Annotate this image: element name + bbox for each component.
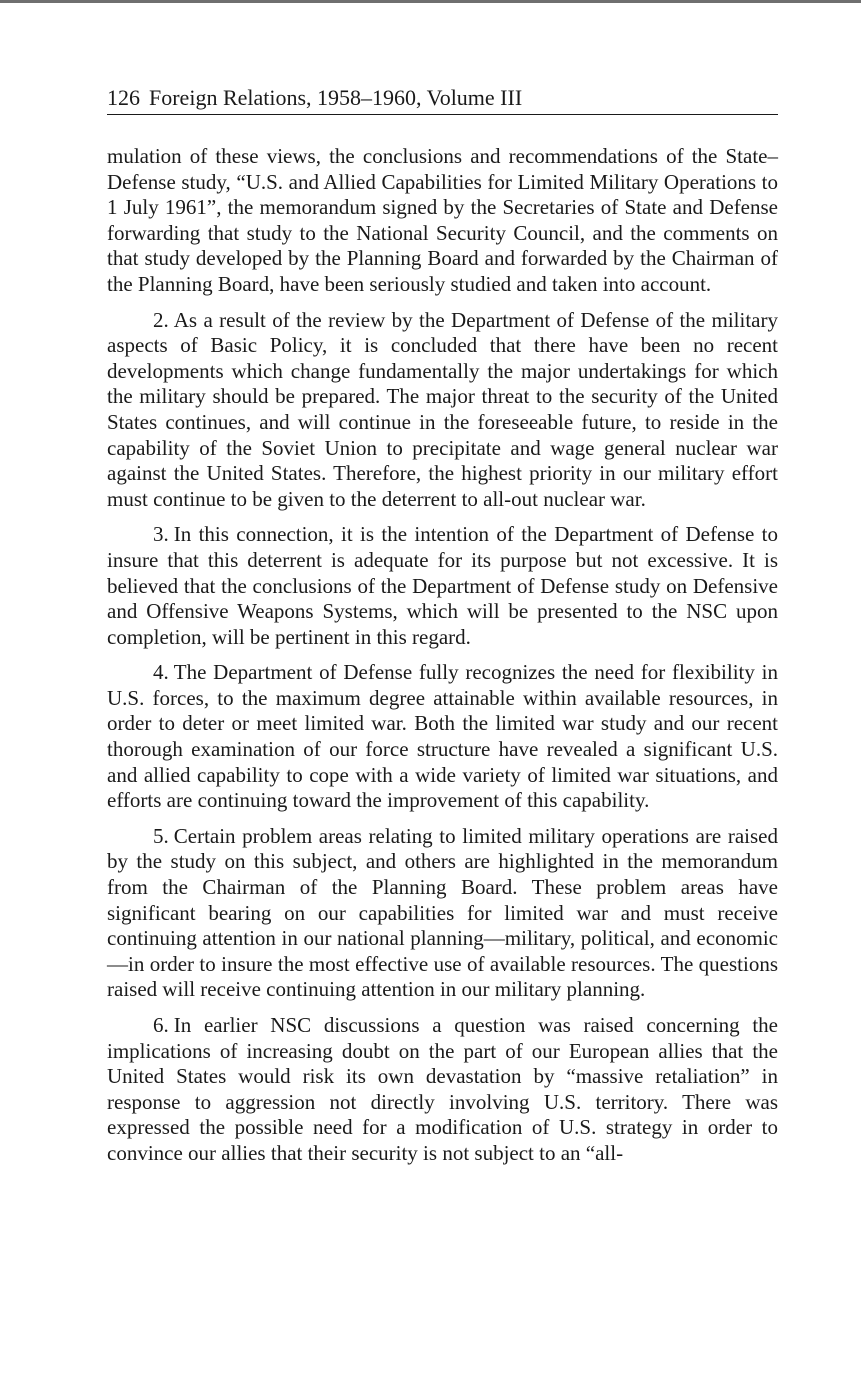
continuation-paragraph: mulation of these views, the conclusions and recommendations of the State–Defense study, “U.S. and Allied Capabilities for Limited Military Operations to 1 July 1961”, the memorandum signed by the Secretaries of State and Defense forwarding that study to the National Security Council, and the comments on that study developed by the Planning Board and forwarded by the Chairman of the Planning Board, have been seriously studied and taken into account. xyxy=(107,144,778,296)
page-top-edge xyxy=(0,0,861,3)
paragraph-text: As a result of the review by the Department of Defense of the military aspects of Basic Policy, it is concluded that there have been no recent developments which change fundamentally the major undertakings for which the military should be prepared. The major threat to the security of the United States continues, and will continue in the foreseeable future, to reside in the capability of the Soviet Union to precipitate and wage general nuclear war against the United States. Therefore, the highest priority in our military effort must continue to be given to the deterrent to all-out nuclear war. xyxy=(107,307,778,511)
paragraph-6 xyxy=(107,1013,778,1167)
paragraph-number: 6. xyxy=(153,1013,169,1037)
paragraph-4 xyxy=(107,660,778,814)
paragraph-5 xyxy=(107,824,778,1003)
paragraph-text: Certain problem areas relating to limited military operations are raised by the study on this subject, and others are highlighted in the memorandum from the Chairman of the Planning Board. These problem areas have significant bearing on our capabilities for limited war and must receive continuing attention in our national planning—military, political, and economic—in order to insure the most effective use of available resources. The questions raised will receive continuing attention in our military planning. xyxy=(107,823,778,1002)
paragraph-number: 3. xyxy=(153,522,169,547)
body-text xyxy=(107,144,778,1167)
document-page xyxy=(107,84,778,1177)
paragraph-text: The Department of Defense fully recognizes the need for flexibility in U.S. forces, to the maximum degree attainable within available resources, in order to deter or meet limited war. Both the limited war study and our recent thorough examination of our force structure have revealed a significant U.S. and allied capability to cope with a wide variety of limited war situations, and efforts are continuing toward the improvement of this capability. xyxy=(107,660,778,813)
paragraph-3 xyxy=(107,522,778,650)
paragraph-2 xyxy=(107,308,778,513)
paragraph-number: 5. xyxy=(153,823,169,848)
paragraph-text: In this connection, it is the intention of the Department of Defense to insure that this deterrent is adequate for its purpose but not excessive. It is believed that the conclusions of the Department of Defense study on Defensive and Offensive Weapons Systems, which will be presented to the NSC upon completion, will be pertinent in this regard. xyxy=(107,522,778,649)
paragraph-number: 4. xyxy=(153,660,169,685)
page-number: 126 xyxy=(107,85,140,110)
volume-title: Foreign Relations, 1958–1960, Volume III xyxy=(149,85,523,110)
paragraph-number: 2. xyxy=(153,307,169,332)
paragraph-text: In earlier NSC discussions a question was raised concerning the implications of increasing doubt on the part of our European allies that the United States would risk its own devastation by “massive retaliation” in response to aggression not directly involving U.S. territory. There was expressed the possible need for a modification of U.S. strategy in order to convince our allies that their security is not subject to an “all- xyxy=(107,1013,778,1165)
running-header xyxy=(107,84,778,115)
